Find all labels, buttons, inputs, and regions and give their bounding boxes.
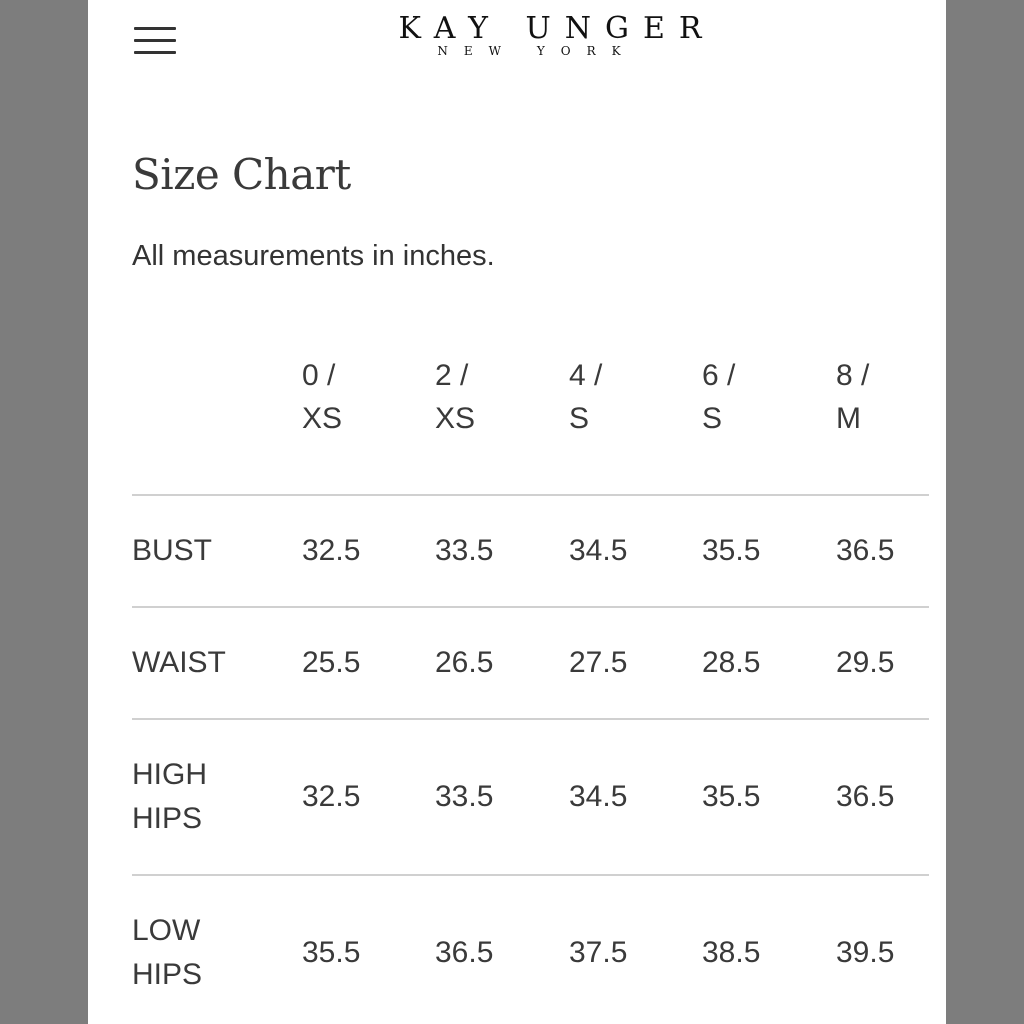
page-container: [88, 0, 946, 1024]
table-cell: 36.5: [836, 780, 895, 813]
table-cell: 34.5: [569, 534, 628, 567]
table-cell: 33.5: [435, 534, 494, 567]
column-header: [302, 354, 342, 440]
column-header-size: 8 /: [836, 359, 870, 392]
table-cell: 29.5: [836, 646, 895, 679]
table-row-bust: [132, 496, 929, 608]
column-header-letter: XS: [435, 402, 476, 435]
menu-bar: [134, 39, 176, 42]
column-header-size: 6 /: [702, 359, 736, 392]
column-header: [435, 354, 475, 440]
column-header-letter: XS: [302, 402, 343, 435]
table-cell: 38.5: [702, 936, 761, 969]
table-cell: 33.5: [435, 780, 494, 813]
brand-logo[interactable]: [322, 12, 792, 58]
column-header-letter: S: [702, 402, 723, 435]
row-label-line1: HIGH: [132, 758, 207, 791]
menu-bar: [134, 27, 176, 30]
row-label-line1: LOW: [132, 914, 201, 947]
table-cell: 36.5: [435, 936, 494, 969]
row-label-line2: HIPS: [132, 958, 203, 991]
menu-bar: [134, 51, 176, 54]
column-header-size: 2 /: [435, 359, 469, 392]
column-header: [569, 354, 602, 440]
column-header-letter: M: [836, 402, 861, 435]
row-label-line1: BUST: [132, 534, 213, 567]
row-label-line1: WAIST: [132, 646, 226, 679]
table-row-waist: [132, 608, 929, 720]
table-cell: 28.5: [702, 646, 761, 679]
logo-main-text: KAY UNGER: [398, 11, 716, 46]
table-cell: 35.5: [702, 780, 761, 813]
site-header: [88, 0, 946, 90]
table-cell: 27.5: [569, 646, 628, 679]
table-cell: 36.5: [836, 534, 895, 567]
table-row-low-hips: [132, 876, 929, 1024]
table-cell: 37.5: [569, 936, 628, 969]
table-cell: 32.5: [302, 780, 361, 813]
column-header-size: 0 /: [302, 359, 336, 392]
column-header: [702, 354, 735, 440]
table-cell: 35.5: [702, 534, 761, 567]
column-header-letter: S: [569, 402, 590, 435]
row-label-line2: HIPS: [132, 802, 203, 835]
row-label: [132, 641, 272, 685]
page-title: Size Chart: [132, 150, 351, 199]
column-header: [836, 354, 869, 440]
measurement-note: All measurements in inches.: [132, 240, 495, 272]
table-cell: 39.5: [836, 936, 895, 969]
hamburger-menu-icon[interactable]: [134, 26, 178, 56]
logo-sub-text: NEW YORK: [437, 44, 637, 58]
row-label: [132, 529, 272, 573]
table-cell: 35.5: [302, 936, 361, 969]
table-row-high-hips: [132, 720, 929, 876]
table-cell: 25.5: [302, 646, 361, 679]
table-cell: 34.5: [569, 780, 628, 813]
table-cell: 26.5: [435, 646, 494, 679]
table-header-row: [132, 340, 929, 496]
table-cell: 32.5: [302, 534, 361, 567]
size-chart-table: [132, 340, 929, 1024]
column-header-size: 4 /: [569, 359, 603, 392]
row-label: [132, 909, 272, 997]
row-label: [132, 753, 272, 841]
